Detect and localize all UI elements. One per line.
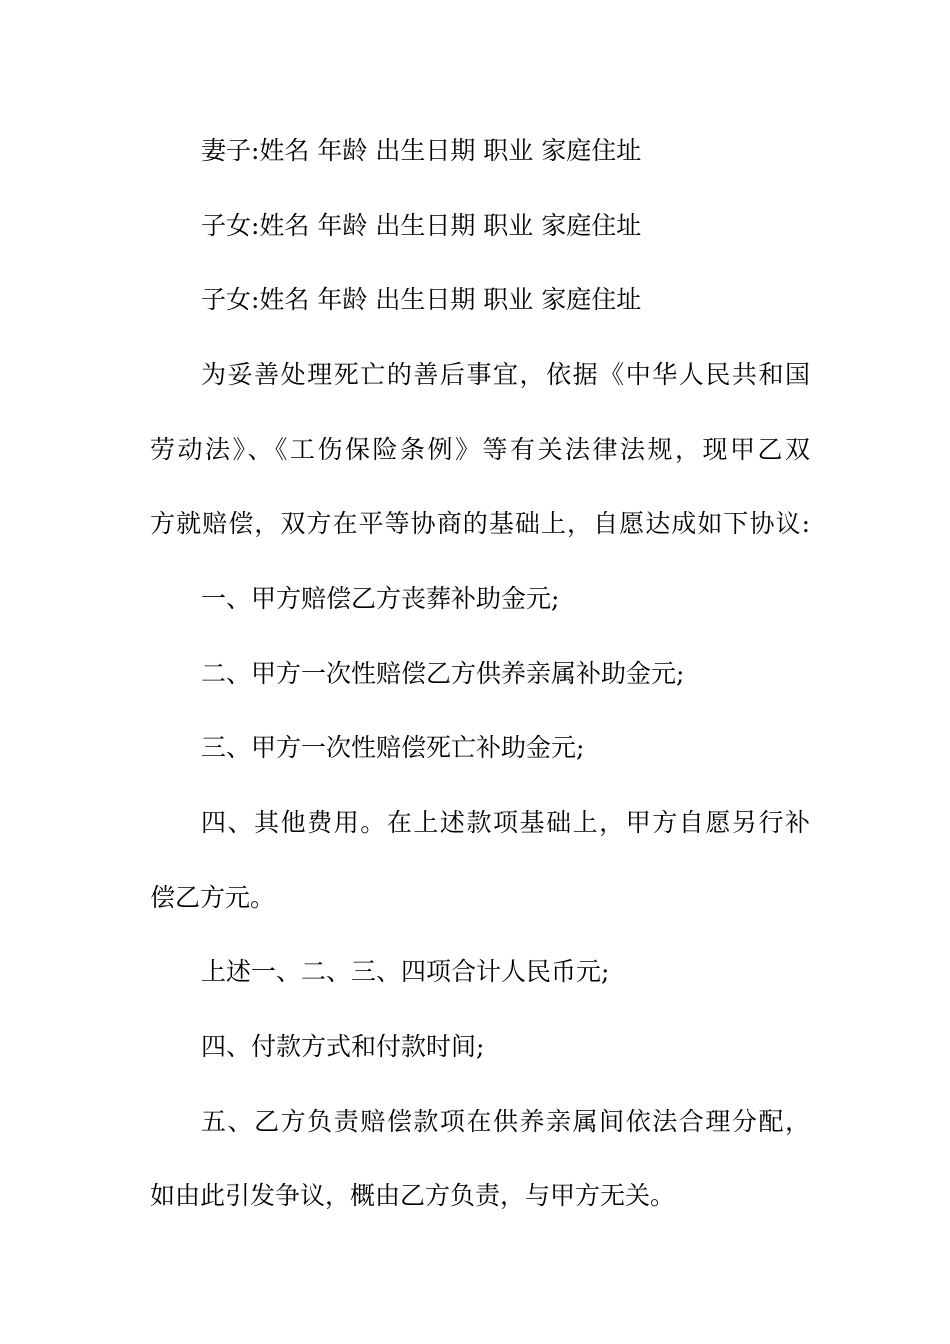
clause-3: 三、甲方一次性赔偿死亡补助金元; bbox=[201, 733, 585, 762]
clause-4-line-2: 偿乙方元。 bbox=[150, 883, 276, 912]
clause-5-line-1: 五、乙方负责赔偿款项在供养亲属间依法合理分配， bbox=[201, 1107, 810, 1136]
payment-clause: 四、付款方式和付款时间; bbox=[201, 1032, 485, 1061]
clause-5-line-2: 如由此引发争议，概由乙方负责，与甲方无关。 bbox=[150, 1181, 676, 1210]
preamble-line-1: 为妥善处理死亡的善后事宜，依据《中华人民共和国 bbox=[201, 360, 810, 389]
child-info-line-1: 子女:姓名 年龄 出生日期 职业 家庭住址 bbox=[201, 211, 642, 240]
clause-4-line-1: 四、其他费用。在上述款项基础上，甲方自愿另行补 bbox=[201, 808, 810, 837]
preamble-line-3: 方就赔偿，双方在平等协商的基础上，自愿达成如下协议: bbox=[150, 509, 810, 538]
child-info-line-2: 子女:姓名 年龄 出生日期 职业 家庭住址 bbox=[201, 285, 642, 314]
wife-info-line: 妻子:姓名 年龄 出生日期 职业 家庭住址 bbox=[201, 136, 642, 165]
preamble-line-2: 劳动法》、《工伤保险条例》等有关法律法规，现甲乙双 bbox=[150, 435, 810, 464]
clause-1: 一、甲方赔偿乙方丧葬补助金元; bbox=[201, 584, 560, 613]
clause-2: 二、甲方一次性赔偿乙方供养亲属补助金元; bbox=[201, 659, 685, 688]
total-line: 上述一、二、三、四项合计人民币元; bbox=[201, 957, 610, 986]
